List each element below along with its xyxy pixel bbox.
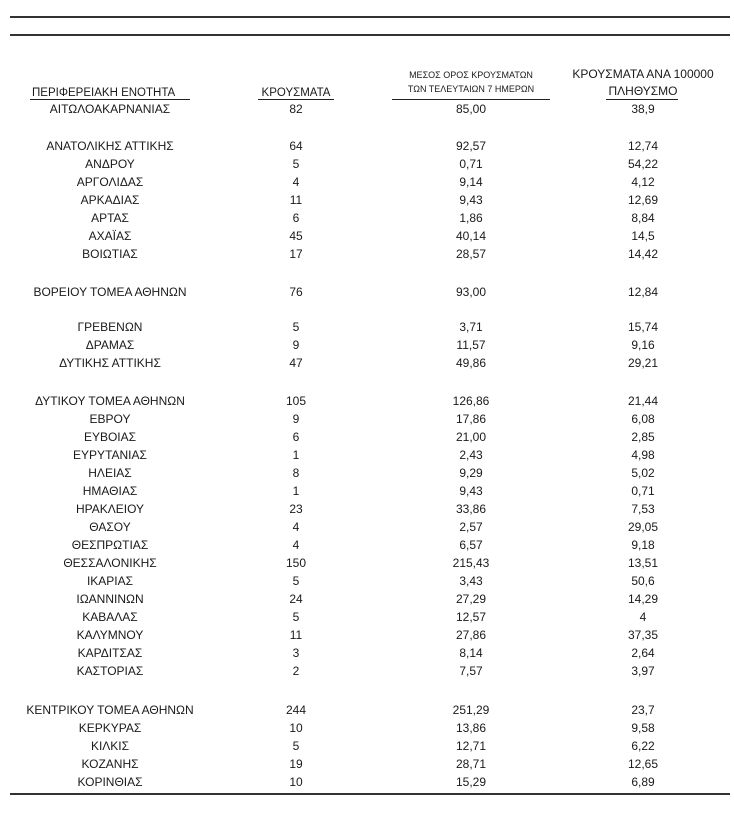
table-row	[0, 608, 734, 626]
per-100k-cell: 9,16	[631, 338, 655, 352]
cases-cell: 105	[285, 394, 307, 408]
table-row	[0, 773, 734, 791]
table-row	[0, 482, 734, 500]
avg-7day-cell: 27,29	[455, 592, 487, 606]
avg-7day-cell: 12,57	[455, 610, 487, 624]
per-100k-cell: 2,64	[631, 646, 655, 660]
per-100k-cell: 37,35	[627, 628, 659, 642]
per-100k-cell: 7,53	[631, 502, 655, 516]
region-cell: ΕΥΒΟΙΑΣ	[83, 430, 137, 444]
cases-cell: 64	[289, 139, 303, 153]
table-row	[0, 392, 734, 410]
avg-7day-cell: 28,57	[455, 247, 487, 261]
cases-cell: 76	[289, 285, 303, 299]
avg-7day-cell: 9,14	[459, 175, 483, 189]
table-row	[0, 464, 734, 482]
region-cell: ΘΕΣΠΡΩΤΙΑΣ	[71, 538, 149, 552]
cases-cell: 150	[285, 556, 307, 570]
avg-7day-cell: 33,86	[455, 502, 487, 516]
avg-7day-cell: 9,43	[459, 193, 483, 207]
table-row	[0, 155, 734, 173]
per-100k-cell: 2,85	[631, 430, 655, 444]
cases-cell: 10	[289, 775, 303, 789]
per-100k-cell: 6,89	[631, 775, 655, 789]
table-row	[0, 536, 734, 554]
per-100k-cell: 9,58	[631, 721, 655, 735]
cases-cell: 9	[292, 412, 300, 426]
avg-7day-cell: 2,43	[459, 448, 483, 462]
cases-cell: 5	[292, 739, 300, 753]
region-cell: ΘΑΣΟΥ	[89, 520, 131, 534]
region-cell: ΚΟΖΑΝΗΣ	[81, 757, 139, 771]
header-region: ΠΕΡΙΦΕΡΕΙΑΚΗ ΕΝΟΤΗΤΑ	[32, 87, 176, 99]
header-avg-line1: ΜΕΣΟΣ ΟΡΟΣ ΚΡΟΥΣΜΑΤΩΝ	[409, 70, 533, 80]
cases-cell: 4	[292, 175, 300, 189]
table-row	[0, 227, 734, 245]
header-per-line1: ΚΡΟΥΣΜΑΤΑ ΑΝΑ 100000	[572, 67, 714, 81]
table-row	[0, 245, 734, 263]
top-rule-2	[10, 34, 730, 36]
cases-cell: 45	[289, 229, 303, 243]
avg-7day-cell: 3,43	[459, 574, 483, 588]
cases-cell: 11	[289, 628, 303, 642]
cases-cell: 244	[285, 703, 307, 717]
avg-7day-cell: 1,86	[459, 211, 483, 225]
region-cell: ΚΟΡΙΝΘΙΑΣ	[77, 775, 143, 789]
region-cell: ΙΚΑΡΙΑΣ	[86, 574, 134, 588]
table-row	[0, 410, 734, 428]
table-row	[0, 719, 734, 737]
avg-7day-cell: 12,71	[455, 739, 487, 753]
per-100k-cell: 54,22	[627, 157, 659, 171]
header-avg-line2: ΤΩΝ ΤΕΛΕΥΤΑΙΩΝ 7 ΗΜΕΡΩΝ	[407, 84, 535, 94]
region-cell: ΑΝΑΤΟΛΙΚΗΣ ΑΤΤΙΚΗΣ	[46, 139, 174, 153]
per-100k-cell: 21,44	[627, 394, 659, 408]
header-avg	[386, 68, 556, 96]
table-row	[0, 354, 734, 372]
table-row	[0, 428, 734, 446]
per-100k-cell: 29,21	[627, 356, 659, 370]
top-rule-1	[10, 16, 730, 18]
cases-cell: 4	[292, 520, 300, 534]
cases-cell: 82	[289, 102, 303, 116]
table-row	[0, 737, 734, 755]
region-cell: ΓΡΕΒΕΝΩΝ	[77, 320, 143, 334]
avg-7day-cell: 215,43	[452, 556, 490, 570]
per-100k-cell: 6,22	[631, 739, 655, 753]
avg-7day-cell: 7,57	[459, 664, 483, 678]
per-100k-cell: 29,05	[627, 520, 659, 534]
table-row	[0, 209, 734, 227]
region-cell: ΔΥΤΙΚΗΣ ΑΤΤΙΚΗΣ	[59, 356, 161, 370]
cases-cell: 5	[292, 610, 300, 624]
table-row	[0, 518, 734, 536]
table-row	[0, 554, 734, 572]
per-100k-cell: 13,51	[627, 556, 659, 570]
table-row	[0, 318, 734, 336]
region-cell: ΒΟΡΕΙΟΥ ΤΟΜΕΑ ΑΘΗΝΩΝ	[33, 285, 187, 299]
avg-7day-cell: 49,86	[455, 356, 487, 370]
table-row	[0, 173, 734, 191]
header-per-capita	[556, 66, 730, 100]
header-cases: ΚΡΟΥΣΜΑΤΑ	[261, 87, 331, 99]
region-cell: ΔΥΤΙΚΟΥ ΤΟΜΕΑ ΑΘΗΝΩΝ	[35, 394, 185, 408]
region-cell: ΑΡΚΑΔΙΑΣ	[80, 193, 140, 207]
cases-cell: 1	[292, 448, 300, 462]
region-cell: ΙΩΑΝΝΙΝΩΝ	[76, 592, 144, 606]
avg-7day-cell: 11,57	[456, 338, 486, 352]
table-row	[0, 572, 734, 590]
region-cell: ΗΡΑΚΛΕΙΟΥ	[75, 502, 145, 516]
region-cell: ΗΛΕΙΑΣ	[88, 466, 132, 480]
cases-cell: 11	[289, 193, 303, 207]
table-row	[0, 283, 734, 301]
table-row	[0, 336, 734, 354]
cases-cell: 4	[292, 538, 300, 552]
region-cell: ΗΜΑΘΙΑΣ	[82, 484, 138, 498]
per-100k-cell: 12,84	[627, 285, 659, 299]
table-row	[0, 500, 734, 518]
table-row	[0, 755, 734, 773]
table-row	[0, 100, 734, 118]
cases-cell: 23	[289, 502, 303, 516]
cases-cell: 5	[292, 320, 300, 334]
per-100k-cell: 5,02	[631, 466, 655, 480]
per-100k-cell: 50,6	[631, 574, 655, 588]
per-100k-cell: 4,98	[631, 448, 655, 462]
per-100k-cell: 6,08	[631, 412, 655, 426]
cases-cell: 24	[289, 592, 303, 606]
table-row	[0, 626, 734, 644]
avg-7day-cell: 9,43	[459, 484, 483, 498]
per-100k-cell: 14,29	[627, 592, 659, 606]
avg-7day-cell: 27,86	[455, 628, 487, 642]
table-row	[0, 590, 734, 608]
cases-cell: 8	[292, 466, 300, 480]
per-100k-cell: 0,71	[631, 484, 655, 498]
cases-cell: 10	[289, 721, 303, 735]
avg-7day-cell: 3,71	[459, 320, 483, 334]
avg-7day-cell: 0,71	[459, 157, 483, 171]
table-row	[0, 446, 734, 464]
per-100k-cell: 12,74	[627, 139, 659, 153]
header-per-line2: ΠΛΗΘΥΣΜΟ	[608, 84, 678, 98]
region-cell: ΕΒΡΟΥ	[89, 412, 131, 426]
region-cell: ΔΡΑΜΑΣ	[85, 338, 135, 352]
avg-7day-cell: 85,00	[455, 102, 487, 116]
region-cell: ΑΧΑΪΑΣ	[88, 229, 132, 243]
region-cell: ΘΕΣΣΑΛΟΝΙΚΗΣ	[63, 556, 157, 570]
avg-7day-cell: 15,29	[455, 775, 487, 789]
avg-7day-cell: 6,57	[459, 538, 483, 552]
cases-cell: 19	[289, 757, 303, 771]
avg-7day-cell: 251,29	[452, 703, 490, 717]
table-row	[0, 701, 734, 719]
avg-7day-cell: 9,29	[459, 466, 483, 480]
region-cell: ΒΟΙΩΤΙΑΣ	[82, 247, 138, 261]
avg-7day-cell: 126,86	[452, 394, 490, 408]
cases-cell: 9	[292, 338, 300, 352]
table-row	[0, 662, 734, 680]
region-cell: ΚΑΡΔΙΤΣΑΣ	[77, 646, 143, 660]
avg-7day-cell: 8,14	[459, 646, 483, 660]
cases-cell: 17	[289, 247, 303, 261]
per-100k-cell: 23,7	[631, 703, 655, 717]
cases-cell: 3	[292, 646, 300, 660]
cases-cell: 6	[292, 211, 300, 225]
avg-7day-cell: 21,00	[455, 430, 487, 444]
cases-cell: 6	[292, 430, 300, 444]
per-100k-cell: 38,9	[631, 102, 655, 116]
avg-7day-cell: 2,57	[459, 520, 483, 534]
region-cell: ΚΑΒΑΛΑΣ	[82, 610, 138, 624]
cases-cell: 47	[289, 356, 303, 370]
region-cell: ΑΡΤΑΣ	[91, 211, 129, 225]
region-cell: ΚΑΣΤΟΡΙΑΣ	[76, 664, 144, 678]
region-cell: ΑΡΓΟΛΙΔΑΣ	[76, 175, 144, 189]
region-cell: ΑΝΔΡΟΥ	[85, 157, 135, 171]
cases-cell: 5	[292, 157, 300, 171]
table-row	[0, 644, 734, 662]
region-cell: ΚΑΛΥΜΝΟΥ	[76, 628, 144, 642]
avg-7day-cell: 92,57	[455, 139, 487, 153]
per-100k-cell: 12,65	[627, 757, 659, 771]
per-100k-cell: 12,69	[627, 193, 659, 207]
avg-7day-cell: 28,71	[455, 757, 487, 771]
cases-cell: 2	[292, 664, 300, 678]
per-100k-cell: 14,5	[631, 229, 655, 243]
cases-cell: 5	[292, 574, 300, 588]
per-100k-cell: 3,97	[631, 664, 655, 678]
region-cell: ΑΙΤΩΛΟΑΚΑΡΝΑΝΙΑΣ	[49, 102, 171, 116]
table-row	[0, 137, 734, 155]
per-100k-cell: 14,42	[627, 247, 659, 261]
per-100k-cell: 4,12	[631, 175, 655, 189]
region-cell: ΚΙΛΚΙΣ	[90, 739, 130, 753]
per-100k-cell: 15,74	[627, 320, 659, 334]
cases-cell: 1	[292, 484, 300, 498]
avg-7day-cell: 40,14	[455, 229, 487, 243]
avg-7day-cell: 17,86	[455, 412, 487, 426]
per-100k-cell: 8,84	[631, 211, 655, 225]
region-cell: ΚΕΝΤΡΙΚΟΥ ΤΟΜΕΑ ΑΘΗΝΩΝ	[26, 703, 194, 717]
table-row	[0, 191, 734, 209]
region-cell: ΕΥΡΥΤΑΝΙΑΣ	[73, 448, 147, 462]
bottom-rule	[10, 793, 730, 795]
per-100k-cell: 9,18	[631, 538, 655, 552]
avg-7day-cell: 93,00	[455, 285, 487, 299]
avg-7day-cell: 13,86	[455, 721, 487, 735]
per-100k-cell: 4	[639, 610, 647, 624]
region-cell: ΚΕΡΚΥΡΑΣ	[78, 721, 142, 735]
